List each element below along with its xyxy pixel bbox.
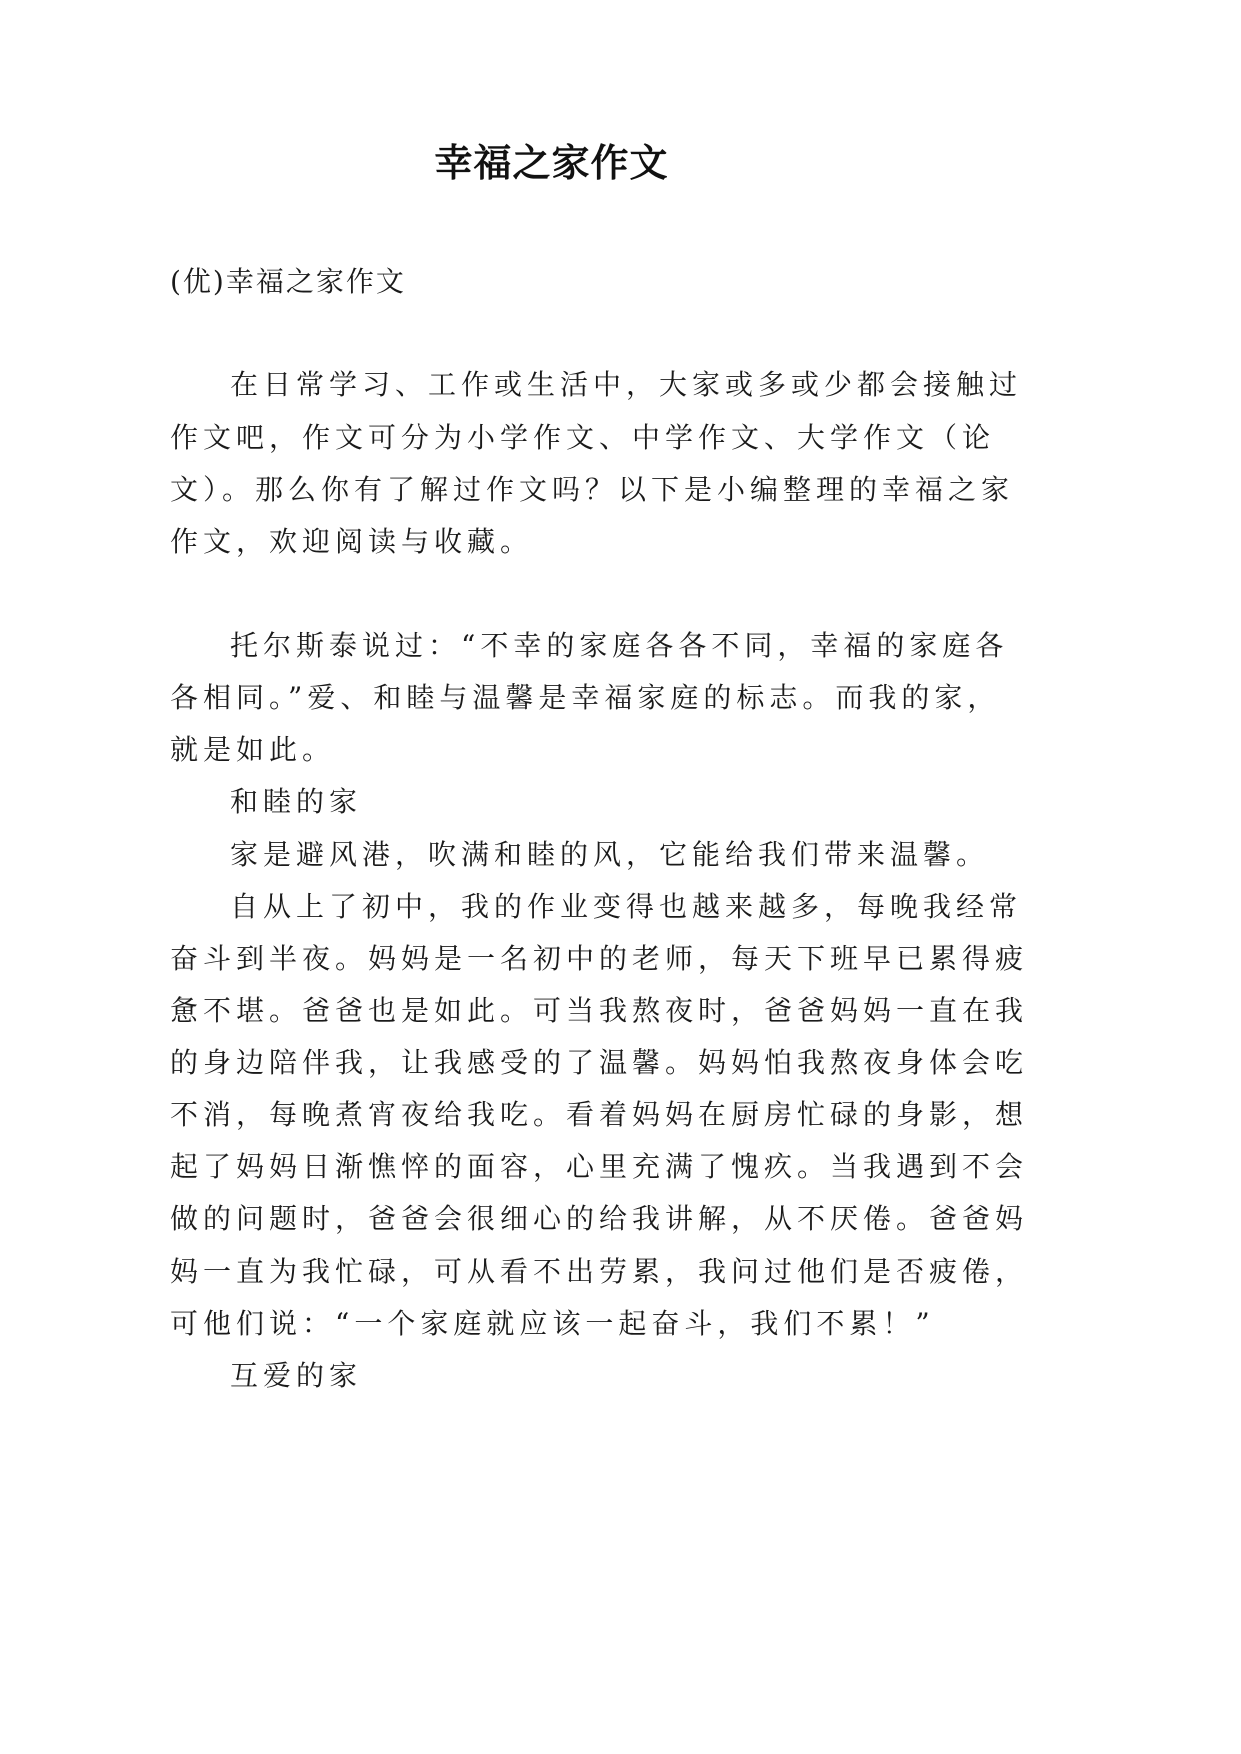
document-title: 幸福之家作文 — [434, 141, 669, 185]
paragraph-line: 做的问题时，爸爸会很细心的给我讲解，从不厌倦。爸爸妈 — [170, 1202, 1029, 1235]
paragraph-line: 奋斗到半夜。妈妈是一名初中的老师，每天下班早已累得疲 — [170, 942, 1029, 975]
paragraph-line: 妈一直为我忙碌，可从看不出劳累，我问过他们是否疲倦， — [170, 1255, 1029, 1288]
paragraph-line: 在日常学习、工作或生活中，大家或多或少都会接触过 — [230, 368, 1023, 401]
paragraph-line: 作文吧，作文可分为小学作文、中学作文、大学作文（论 — [170, 421, 996, 454]
section-heading: 和睦的家 — [230, 785, 363, 818]
paragraph-line: 可他们说：“一个家庭就应该一起奋斗，我们不累！” — [170, 1307, 935, 1340]
document-subtitle: (优)幸福之家作文 — [170, 265, 406, 298]
paragraph-line: 文）。那么你有了解过作文吗？以下是小编整理的幸福之家 — [170, 473, 1015, 506]
paragraph-line: 托尔斯泰说过：“不幸的家庭各各不同，幸福的家庭各 — [230, 629, 1009, 662]
paragraph-line: 家是避风港，吹满和睦的风，它能给我们带来温馨。 — [230, 838, 990, 871]
paragraph-line: 惫不堪。爸爸也是如此。可当我熬夜时，爸爸妈妈一直在我 — [170, 994, 1029, 1027]
paragraph-line: 就是如此。 — [170, 733, 336, 766]
paragraph-line: 各相同。”爱、和睦与温馨是幸福家庭的标志。而我的家， — [170, 681, 1001, 714]
paragraph-line: 作文，欢迎阅读与收藏。 — [170, 525, 534, 558]
paragraph-line: 起了妈妈日渐憔悴的面容，心里充满了愧疚。当我遇到不会 — [170, 1150, 1029, 1183]
paragraph-line: 自从上了初中，我的作业变得也越来越多，每晚我经常 — [230, 890, 1023, 923]
paragraph-line: 不消，每晚煮宵夜给我吃。看着妈妈在厨房忙碌的身影，想 — [170, 1098, 1029, 1131]
section-heading: 互爱的家 — [230, 1359, 363, 1392]
paragraph-line: 的身边陪伴我，让我感受的了温馨。妈妈怕我熬夜身体会吃 — [170, 1046, 1029, 1079]
